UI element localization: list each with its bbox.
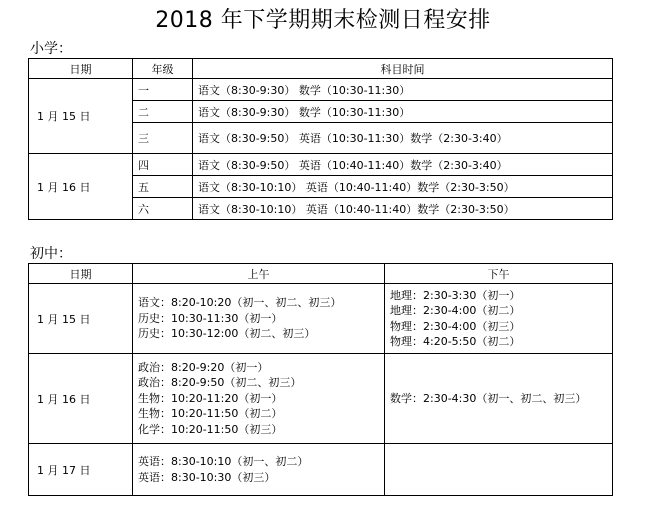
date-cell: 1 月 16 日 (29, 154, 133, 220)
middle-header-morning: 上午 (133, 264, 385, 284)
grade-cell: 四 (133, 154, 193, 176)
middle-header-afternoon: 下午 (385, 264, 613, 284)
date-cell: 1 月 16 日 (29, 354, 133, 444)
primary-header-grade: 年级 (133, 59, 193, 79)
morning-cell (133, 444, 385, 496)
table-row (29, 444, 613, 496)
primary-header-date: 日期 (29, 59, 133, 79)
grade-cell: 三 (133, 123, 193, 154)
exam-line: 英语：8:30-10:30（初三） (138, 470, 276, 484)
schedule-cell: 语文（8:30-9:50） 英语（10:40-11:40）数学（2:30-3:40） (193, 154, 613, 176)
page-title: 2018 年下学期期末检测日程安排 (155, 8, 491, 33)
primary-header-row (29, 59, 613, 79)
grade-cell: 六 (133, 198, 193, 220)
exam-line: 物理：4:20-5:50（初二） (390, 335, 521, 348)
middle-header-row (29, 264, 613, 284)
afternoon-cell (385, 354, 613, 444)
schedule-cell: 语文（8:30-9:50） 英语（10:30-11:30）数学（2:30-3:40） (193, 123, 613, 154)
table-row (29, 354, 613, 444)
afternoon-cell (385, 444, 613, 496)
exam-line: 政治：8:20-9:20（初一） (138, 360, 269, 374)
exam-line: 历史：10:30-12:00（初二、初三） (138, 327, 316, 341)
schedule-cell: 语文（8:30-9:30） 数学（10:30-11:30） (193, 101, 613, 123)
grade-cell: 五 (133, 176, 193, 198)
middle-schedule-table (28, 263, 613, 496)
exam-line: 化学：10:20-11:50（初三） (138, 422, 283, 436)
primary-header-subjects: 科目时间 (193, 59, 613, 79)
exam-line: 政治：8:20-9:50（初二、初三） (138, 376, 302, 390)
morning-cell (133, 284, 385, 354)
schedule-cell: 语文（8:30-10:10） 英语（10:40-11:40）数学（2:30-3:50） (193, 198, 613, 220)
exam-line: 数学：2:30-4:30（初一、初二、初三） (390, 391, 587, 405)
grade-cell: 二 (133, 101, 193, 123)
primary-schedule-table (28, 58, 613, 220)
exam-line: 地理：2:30-4:00（初二） (390, 304, 521, 317)
morning-cell (133, 354, 385, 444)
table-row (29, 284, 613, 354)
exam-line: 英语：8:30-10:10（初一、初二） (138, 455, 309, 468)
exam-line: 物理：2:30-4:00（初三） (390, 319, 521, 333)
exam-line: 生物：10:20-11:20（初一） (138, 391, 283, 405)
table-row (29, 154, 613, 176)
table-row (29, 79, 613, 101)
schedule-cell: 语文（8:30-10:10） 英语（10:40-11:40）数学（2:30-3:50） (193, 176, 613, 198)
exam-line: 地理：2:30-3:30（初一） (390, 288, 521, 302)
middle-header-date: 日期 (29, 264, 133, 284)
afternoon-cell (385, 284, 613, 354)
date-cell: 1 月 15 日 (29, 284, 133, 354)
date-cell: 1 月 15 日 (29, 79, 133, 154)
middle-section-label: 初中： (30, 246, 72, 262)
exam-line: 历史：10:30-11:30（初一） (138, 311, 283, 325)
date-cell: 1 月 17 日 (29, 444, 133, 496)
exam-line: 语文：8:20-10:20（初一、初二、初三） (138, 296, 342, 310)
schedule-cell: 语文（8:30-9:30） 数学（10:30-11:30） (193, 79, 613, 101)
exam-line: 生物：10:20-11:50（初二） (138, 407, 283, 421)
primary-section-label: 小学： (30, 41, 72, 57)
grade-cell: 一 (133, 79, 193, 101)
